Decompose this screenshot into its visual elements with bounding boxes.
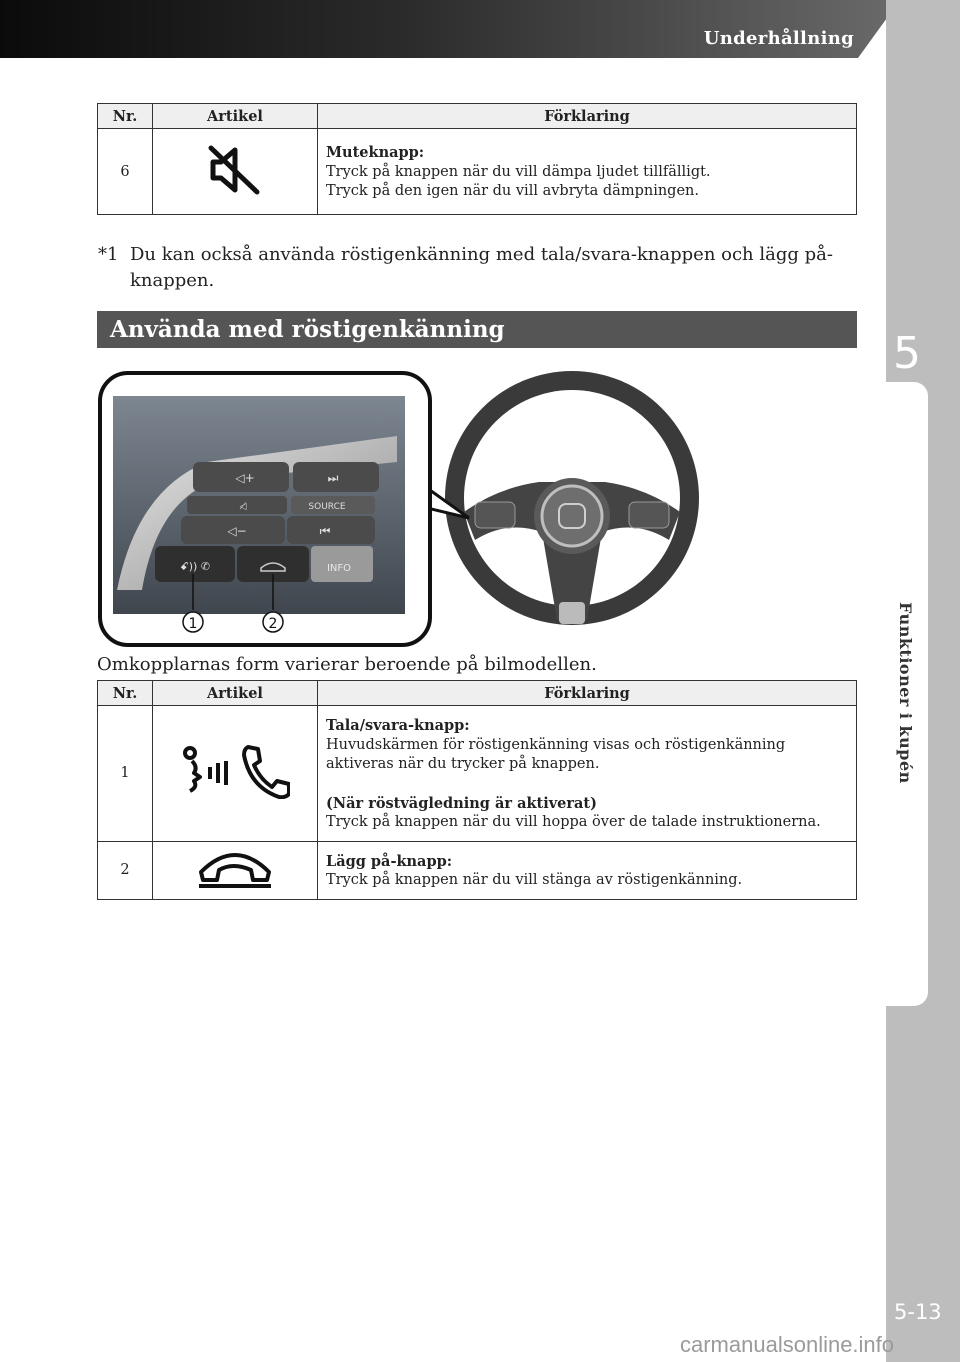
callout-1: 1 — [188, 616, 198, 632]
talk-subtitle: (När röstvägledning är aktiverat) — [326, 794, 597, 812]
footnote — [98, 242, 848, 294]
row-forklaring — [318, 129, 857, 215]
steering-wheel-illustration — [97, 370, 717, 650]
prev-label: ⏮ — [319, 524, 331, 538]
page-number: 5-13 — [894, 1300, 942, 1324]
hangup-title: Lägg på-knapp: — [326, 852, 453, 870]
source-label: SOURCE — [308, 502, 346, 512]
mute-line-2: Tryck på den igen när du vill avbryta dämpningen. — [326, 183, 699, 200]
mute-title: Muteknapp: — [326, 144, 425, 162]
row-forklaring — [318, 841, 857, 899]
talk-subtext: Tryck på knappen när du vill hoppa över de talade instruktionerna. — [326, 814, 821, 830]
col-artikel: Artikel — [153, 681, 318, 706]
header-title: Underhållning — [703, 28, 854, 49]
table-row — [98, 841, 857, 899]
footnote-text: Du kan också använda röstigenkänning med tala/svara-knappen och lägg på-knappen. — [130, 244, 833, 291]
mute-line-1: Tryck på knappen när du vill dämpa ljudet tillfälligt. — [326, 163, 711, 180]
row-artikel — [153, 129, 318, 215]
row-artikel — [153, 841, 318, 899]
row-nr: 6 — [98, 129, 153, 215]
mute-table — [97, 103, 857, 215]
talk-title: Tala/svara-knapp: — [326, 717, 470, 734]
steering-wheel — [445, 371, 699, 625]
vol-down-label: ◁− — [227, 524, 247, 538]
col-artikel: Artikel — [153, 104, 318, 129]
table-row — [98, 129, 857, 215]
watermark: carmanualsonline.info — [680, 1332, 895, 1357]
callout-2: 2 — [268, 616, 278, 632]
table-header-row — [98, 681, 857, 706]
table-header-row — [98, 104, 857, 129]
illustration-caption: Omkopplarnas form varierar beroende på bilmodellen. — [97, 654, 597, 675]
talk-button-label: ꗃ)) ✆ — [179, 560, 211, 573]
table-row — [98, 706, 857, 842]
col-forklaring: Förklaring — [318, 681, 857, 706]
mute-label: ◁̸ — [239, 502, 247, 512]
col-nr: Nr. — [98, 104, 153, 129]
footnote-mark: *1 — [98, 244, 119, 265]
mute-icon — [205, 144, 265, 196]
col-nr: Nr. — [98, 681, 153, 706]
row-forklaring — [318, 706, 857, 842]
next-label: ⏭ — [327, 471, 339, 485]
vol-up-label: ◁+ — [235, 471, 255, 485]
row-nr: 1 — [98, 706, 153, 842]
chapter-number: 5 — [893, 328, 921, 379]
switch-closeup — [100, 373, 430, 645]
voice-buttons-table — [97, 680, 857, 900]
row-nr: 2 — [98, 841, 153, 899]
hangup-text: Tryck på knappen när du vill stänga av röstigenkänning. — [326, 872, 743, 888]
info-label: INFO — [326, 563, 352, 574]
phone-icon — [240, 743, 290, 799]
section-heading: Använda med röstigenkänning — [97, 311, 857, 348]
chapter-label: Funktioner i kupén — [896, 602, 915, 784]
row-artikel — [153, 706, 318, 842]
talk-text: Huvudskärmen för röstigenkänning visas och röstigenkänning aktiveras när du trycker på knappen. — [326, 736, 786, 772]
voice-recognition-icon — [180, 743, 236, 799]
col-forklaring: Förklaring — [318, 104, 857, 129]
hang-up-icon — [195, 846, 275, 890]
